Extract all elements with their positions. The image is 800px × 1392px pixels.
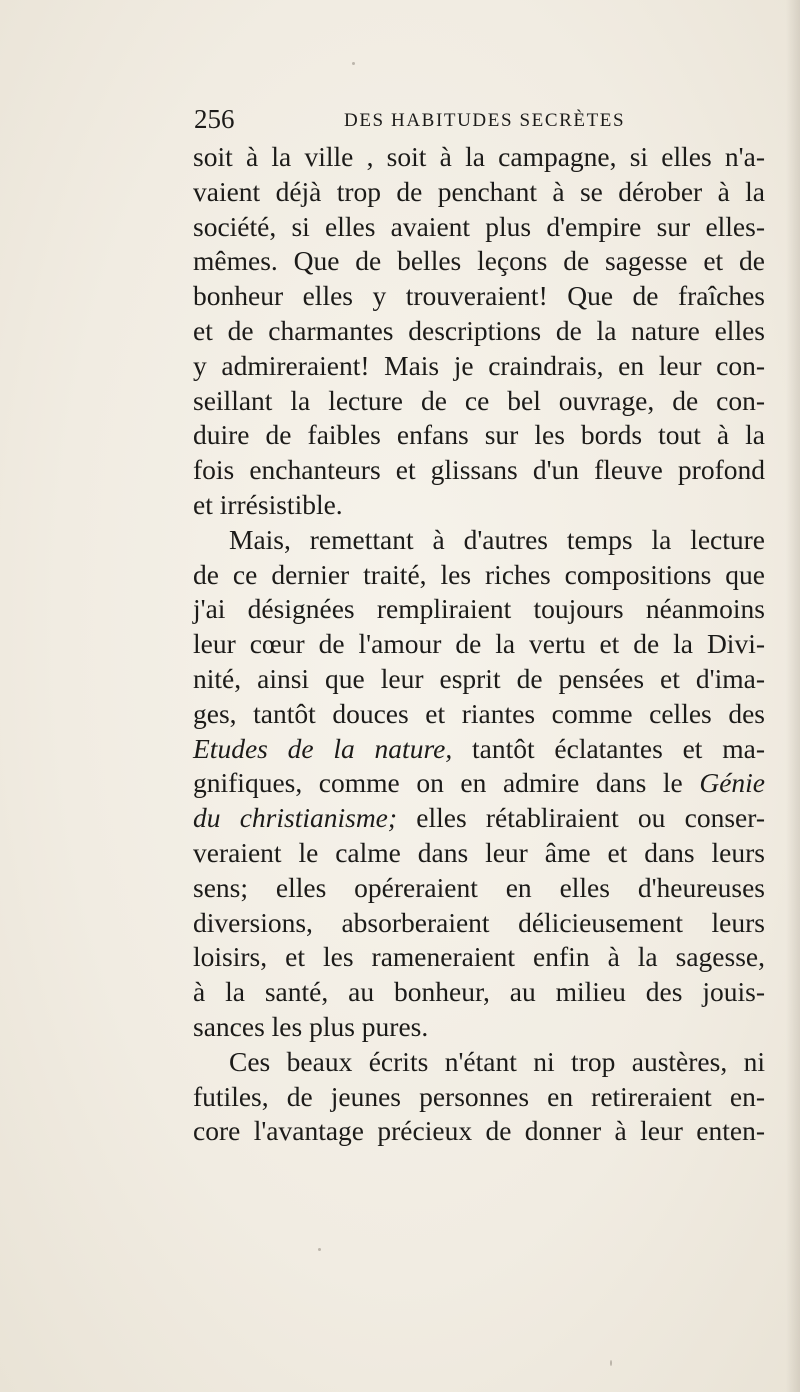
text-line: fois enchanteurs et glissans d'un fleuve profond [193,454,765,486]
text-line: y admireraient! Mais je craindrais, en leur con- [193,349,765,381]
text-line: j'ai désignées rempliraient toujours néanmoins [193,593,765,625]
text-line-with-title [193,766,765,801]
paragraph-end-line: et irrésistible. [193,488,343,520]
text-line: diversions, absorberaient délicieusement leurs [193,906,765,938]
text-line: nité, ainsi que leur esprit de pensées et d'ima- [193,662,765,694]
book-title-christianisme: du christianisme; [193,802,398,834]
text-line: loisirs, et les rameneraient enfin à la sagesse, [193,941,765,973]
paper-speck [318,1248,321,1251]
text-fragment: elles rétabliraient ou conser- [397,802,765,834]
text-line: bonheur elles y trouveraient! Que de fraîches [193,280,765,312]
text-line: futiles, de jeunes personnes en retireraient en- [193,1080,765,1112]
body-text [193,140,765,1149]
text-line: société, si elles avaient plus d'empire sur elles- [193,210,765,242]
text-line: vaient déjà trop de penchant à se dérober à la [193,175,765,207]
text-line: leur cœur de l'amour de la vertu et de la Divi- [193,628,765,660]
text-line: sens; elles opéreraient en elles d'heureuses [193,871,765,903]
paragraph-first-line: Mais, remettant à d'autres temps la lecture [229,523,765,555]
text-line: et de charmantes descriptions de la nature elles [193,314,765,346]
book-title-etudes: Etudes de la nature, [193,732,453,764]
text-fragment: gnifiques, comme on en admire dans le [193,767,700,799]
text-line: de ce dernier traité, les riches compositions que [193,558,765,590]
text-line-with-title [193,732,765,767]
text-line: soit à la ville , soit à la campagne, si elles n'a- [193,141,765,172]
book-title-genie: Génie [699,767,765,799]
text-fragment: tantôt éclatantes et ma- [452,732,765,764]
text-line: mêmes. Que de belles leçons de sagesse et de [193,245,765,277]
text-line-with-title [193,801,765,836]
text-line: veraient le calme dans leur âme et dans leurs [193,836,765,868]
text-line: ges, tantôt douces et riantes comme celles des [193,697,765,729]
paper-speck [352,62,355,65]
paper-speck [610,1360,612,1366]
text-line: duire de faibles enfans sur les bords tout à la [193,419,765,451]
page-edge-shadow [786,0,800,1392]
text-line: seillant la lecture de ce bel ouvrage, de con- [193,384,765,416]
running-head: DES HABITUDES SECRÈTES [344,110,626,131]
page-header [194,102,764,136]
page-number: 256 [194,104,235,134]
paragraph-first-line: Ces beaux écrits n'étant ni trop austères, ni [229,1045,765,1077]
paragraph-end-line: sances les plus pures. [193,1010,429,1042]
text-line: à la santé, au bonheur, au milieu des jouis- [193,976,765,1008]
text-line: core l'avantage précieux de donner à leur enten- [193,1115,765,1147]
